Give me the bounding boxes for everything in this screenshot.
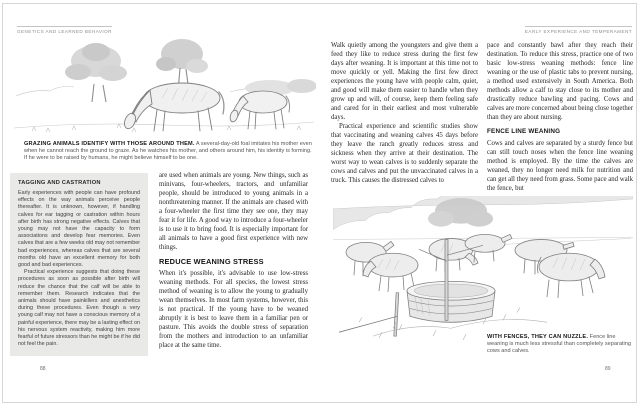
figure-caption-left-lead: GRAZING ANIMALS IDENTIFY WITH THOSE AROUND THEM. bbox=[24, 141, 195, 147]
page-number-left: 88 bbox=[40, 366, 46, 372]
right-page-column-1 bbox=[331, 41, 478, 211]
cow-group-right bbox=[515, 239, 605, 297]
body-paragraph: Practical experience and scientific studies show that vaccinating and weaning calves 45 days before they leave the ranch greatly reduces stress and sickness when they arrive at their destination. The worst way to wean calves is to suddenly separate the cows and calves and put the unvaccinated calves in a truck. This causes the distressed calves to bbox=[331, 123, 478, 184]
figure-caption-left bbox=[24, 141, 314, 163]
cattle-illustration bbox=[333, 196, 633, 346]
figure-caption-left-body: A several-day-old foal imitates his mother even when he cannot reach the ground to graze. As he watches his mother, and others around him, his identity is forming. If he were to be raised by humans, he might believe himself to be one. bbox=[24, 141, 312, 162]
cow-group-center bbox=[429, 234, 512, 272]
sidebar-paragraph: Practical experience suggests that doing these procedures as soon as possible after birth will reduce the chance that the calf will be able to remember them. Research indicates that the animals should have painkillers and anesthetics during these procedures. Even though a very young calf may not have a conscious memory of a painful experience, there may be a lasting effect on his nervous system reactivity, making him more fearful of future stressors than he might be if he did not feel the pain. bbox=[18, 269, 140, 348]
running-head-right bbox=[525, 26, 632, 34]
body-paragraph: Walk quietly among the youngsters and give them a feed they like to reduce stress during the first few days after weaning. It is important at this time not to move quickly or yell. Making the first few direct experiences the young have with people calm, quiet, and good will make them easier to handle when they grow up and will, of course, keep them feeling safe and cared for in their earliest and most vulnerable days. bbox=[331, 42, 478, 121]
sidebar-title: TAGGING AND CASTRATION bbox=[18, 180, 101, 186]
figure-caption-right-lead: WITH FENCES, THEY CAN NUZZLE. bbox=[487, 334, 589, 340]
figure-caption-right-body: Fence line weaning is much less stressful than completely separating cows and calves. bbox=[487, 334, 631, 355]
section-heading-fence-line-weaning: FENCE LINE WEANING bbox=[487, 128, 561, 135]
body-paragraph: pace and constantly bawl after they reach their destination. To reduce this stress, practice one of two basic low-stress weaning methods: fence line weaning or the use of plastic tabs to prevent nursing, a method used extensively in South America. Both methods allow a calf to stay close to its mother and drastically reduce bawling and pacing. Cows and calves are more concerned about being close together than they are about nursing. bbox=[487, 42, 633, 121]
sidebar-box bbox=[10, 173, 148, 356]
section-heading-reduce-weaning-stress: REDUCE WEANING STRESS bbox=[159, 257, 264, 266]
foal-grazing bbox=[229, 91, 290, 129]
body-paragraph: When it's possible, it's advisable to use low-stress weaning methods. For all species, the lowest stress method of weaning is to allow the young to gradually wean themselves. In most farm systems, however, this is not practical. If the young have to be weaned abruptly it is best to leave them in a familiar pen or pasture. This avoids the double stress of separation from the mothers and introduction to an unfamiliar place at the same time. bbox=[159, 270, 308, 349]
running-head-left-text: GENETICS AND LEARNED BEHAVIOR bbox=[17, 26, 112, 34]
page-number-right: 89 bbox=[605, 366, 611, 372]
sidebar-paragraph: Early experiences with people can have profound effects on the way animals perceive people thereafter. It is unknown, however, if handling calves for ear tagging or castration within hours after birth has strong negative effects. Calves that young may not have the capacity to form associations and develop fear memories. Even calves that are a few weeks old may not remember bad experiences, whereas calves that are several months old have an excellent memory for both good and bad experiences. bbox=[18, 190, 140, 269]
figure-caption-right bbox=[487, 334, 633, 356]
water-trough bbox=[407, 281, 495, 322]
running-head-right-text: EARLY EXPERIENCE AND TEMPERAMENT bbox=[525, 26, 632, 34]
tree-left bbox=[65, 43, 127, 102]
horses-illustration bbox=[12, 36, 316, 138]
running-head-left bbox=[17, 26, 112, 34]
left-page-column bbox=[159, 171, 308, 361]
right-page-column-2 bbox=[487, 41, 633, 206]
body-paragraph: are used when animals are young. New things, such as minivans, four-wheelers, tractors, and unfamiliar people, should be introduced to young animals in a nonthreatening manner. If the animals are chased with a four-wheeler the first time they see one, they may fear it for life. A good way to introduce a four-wheeler is to use it to bring food. It is especially important for all animals to have a good first experience with new things. bbox=[159, 172, 308, 251]
cow-group-left bbox=[346, 241, 418, 291]
body-paragraph: Cows and calves are separated by a sturdy fence but can still touch noses when the fence line weaning method is employed. By the time the calves are weaned, they no longer need milk for nutrition and can get all they need from grass. Some pace and walk the fence, but bbox=[487, 139, 633, 192]
mare-grazing bbox=[122, 83, 224, 131]
